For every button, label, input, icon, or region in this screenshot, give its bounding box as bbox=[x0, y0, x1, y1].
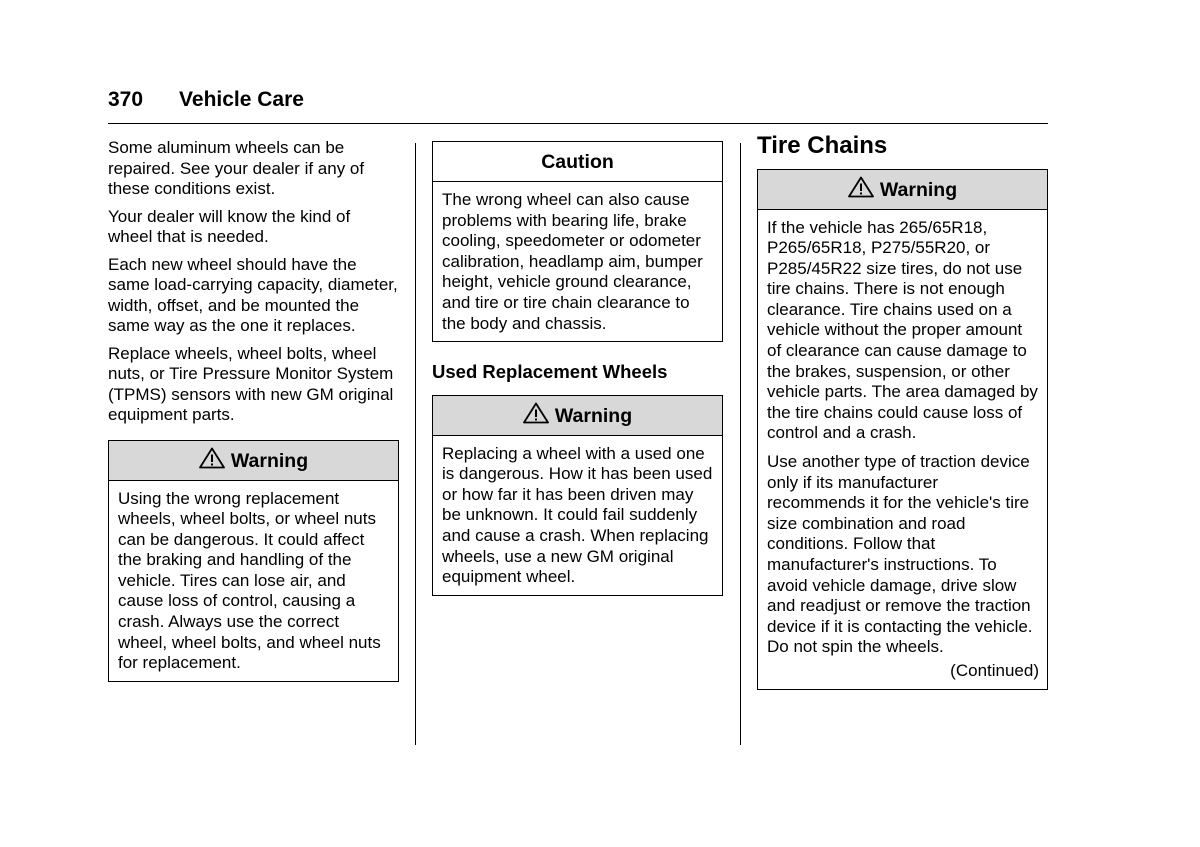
page-header bbox=[108, 88, 304, 112]
warning-body: Replacing a wheel with a used one is dangerous. How it has been used or how far it has been driven may be unknown. It could fail suddenly and cause a crash. When replacing wheels, use a new GM original equipment wheel. bbox=[442, 443, 713, 587]
warning-box bbox=[757, 169, 1048, 690]
right-column bbox=[757, 132, 1048, 690]
paragraph: Replace wheels, wheel bolts, wheel nuts, or Tire Pressure Monitor System (TPMS) sensors with new GM original equipment parts. bbox=[108, 343, 394, 424]
warning-header bbox=[433, 396, 722, 436]
warning-title: Warning bbox=[554, 404, 633, 427]
paragraph: Use another type of traction device only if its manufacturer recommends it for the vehicle's tire size combination and road conditions. Follow that manufacturer's instructions. To avoid vehicle damage, drive slow and readjust or remove the traction device if it is contacting the vehicle. Do not spin the wheels. bbox=[767, 452, 1033, 657]
paragraph: Your dealer will know the kind of wheel that is needed. bbox=[108, 206, 351, 246]
column-divider-left bbox=[415, 143, 416, 745]
warning-triangle-icon bbox=[848, 176, 874, 198]
warning-box bbox=[108, 440, 399, 682]
warning-title: Warning bbox=[230, 449, 309, 472]
continued-label: (Continued) bbox=[950, 660, 1039, 680]
paragraph: Some aluminum wheels can be repaired. See your dealer if any of these conditions exist. bbox=[108, 138, 365, 198]
warning-header bbox=[109, 441, 398, 481]
paragraph: Each new wheel should have the same load-carrying capacity, diameter, width, offset, and be mounted the same way as the one it replaces. bbox=[108, 254, 398, 335]
warning-header bbox=[758, 170, 1047, 210]
page-number: 370 bbox=[108, 88, 144, 111]
middle-column bbox=[432, 141, 723, 596]
subheading: Used Replacement Wheels bbox=[432, 361, 668, 383]
warning-triangle-icon bbox=[523, 402, 549, 424]
section-title: Vehicle Care bbox=[179, 88, 304, 111]
caution-body: The wrong wheel can also cause problems with bearing life, brake cooling, speedometer or odometer calibration, headlamp aim, bumper height, vehicle ground clearance, and tire or tire chain clearance to the body and chassis. bbox=[442, 190, 703, 333]
caution-box bbox=[432, 141, 723, 342]
column-divider-right bbox=[740, 143, 741, 745]
paragraph: If the vehicle has 265/65R18, P265/65R18, P275/55R20, or P285/45R22 size tires, do not use tire chains. There is not enough clearance. Tire chains used on a vehicle without the proper amount of clearance can cause damage to the brakes, suspension, or other vehicle parts. The area damaged by the tire chains could cause loss of control and a crash. bbox=[767, 217, 1038, 443]
warning-box bbox=[432, 395, 723, 596]
warning-title: Warning bbox=[879, 178, 958, 201]
header-divider bbox=[108, 123, 1048, 124]
caution-header: Caution bbox=[433, 142, 722, 182]
section-heading: Tire Chains bbox=[757, 132, 888, 159]
left-column bbox=[108, 138, 399, 682]
warning-body: Using the wrong replacement wheels, wheel bolts, or wheel nuts can be dangerous. It could affect the braking and handling of the vehicle. Tires can lose air, and cause loss of control, causing a crash. Always use the correct wheel, wheel bolts, and wheel nuts for replacement. bbox=[118, 488, 381, 673]
warning-body bbox=[758, 210, 1047, 689]
warning-triangle-icon bbox=[199, 447, 225, 469]
